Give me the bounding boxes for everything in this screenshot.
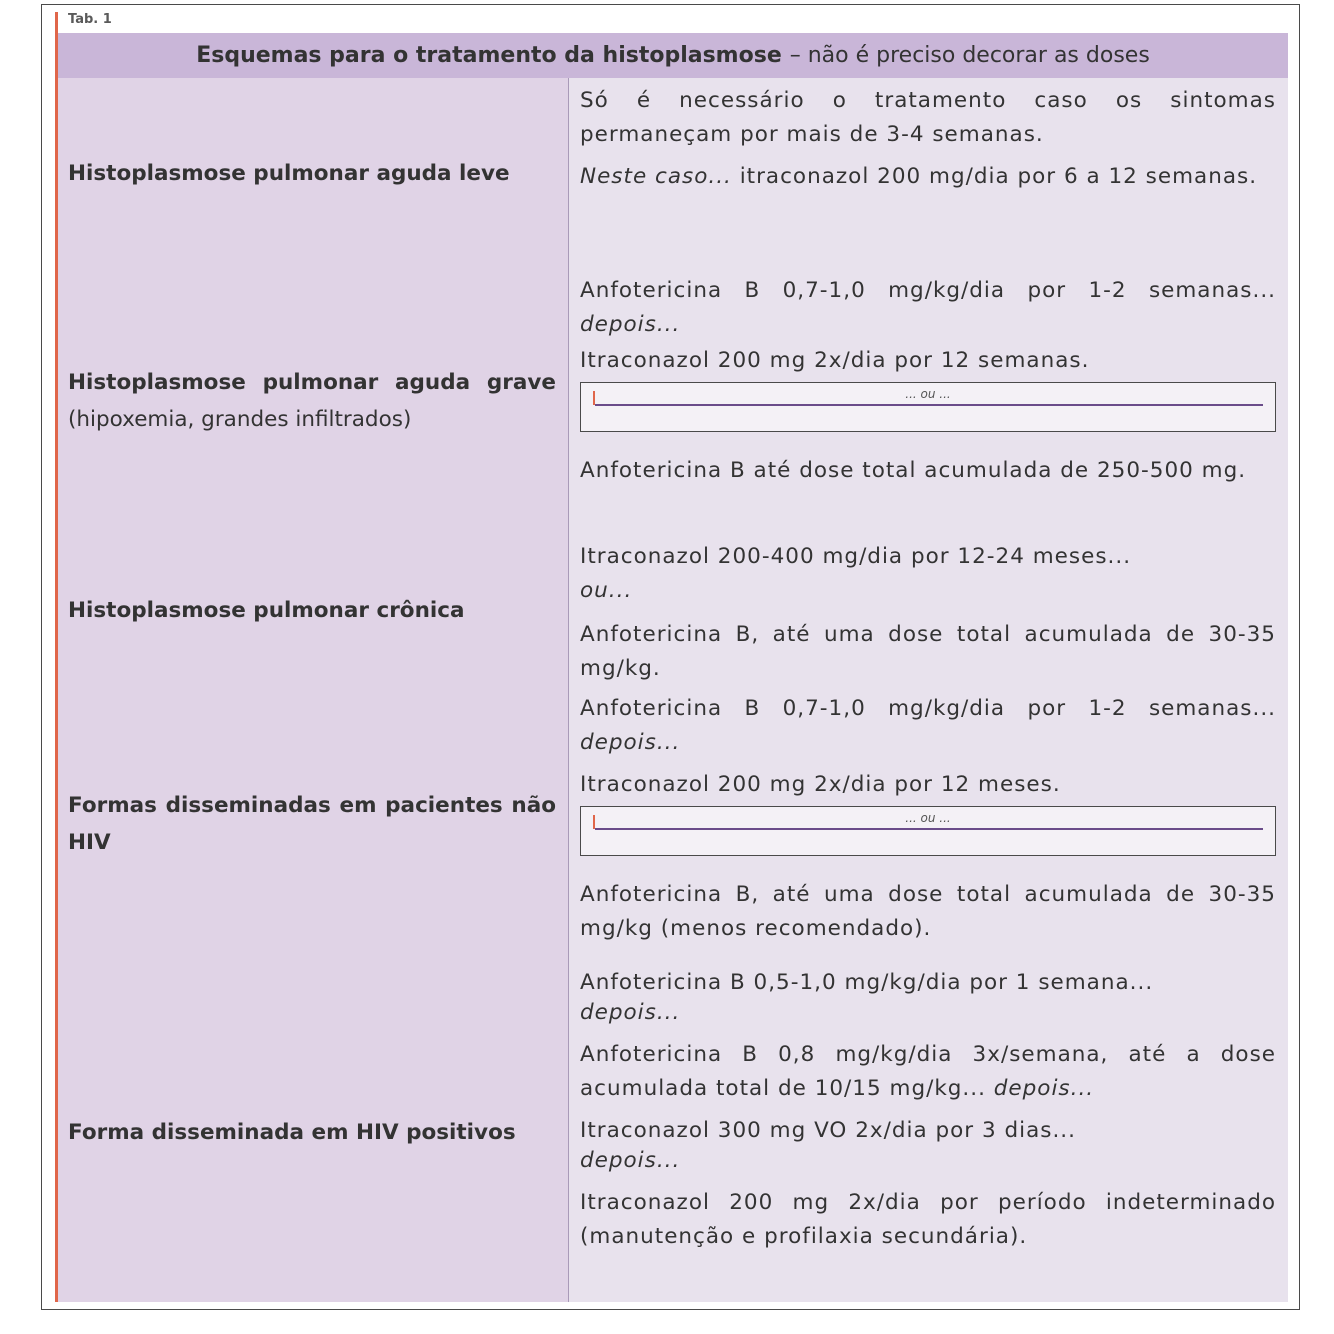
treatment-text: Anfotericina B 0,5-1,0 mg/kg/dia por 1 semana... depois... — [580, 970, 1154, 1025]
table-row — [58, 686, 1288, 963]
treatment-text: Neste caso... itraconazol 200 mg/dia por 6 a 12 semanas. — [580, 164, 1258, 189]
condition-label: Forma disseminada em HIV positivos — [68, 1119, 516, 1145]
treatment-cell — [569, 268, 1288, 534]
treatment-text: Itraconazol 200 mg 2x/dia por 12 meses. — [580, 772, 1061, 797]
treatment-text: Só é necessário o tratamento caso os sintomas permaneçam por mais de 3-4 semanas. — [580, 88, 1276, 147]
condition-label: Histoplasmose pulmonar crônica — [68, 597, 465, 623]
table-number: Tab. 1 — [68, 12, 112, 27]
condition-cell — [58, 686, 569, 962]
treatment-text: Itraconazol 200 mg 2x/dia por período indeterminado (manutenção e profilaxia secundária). — [580, 1190, 1276, 1249]
condition-cell — [58, 268, 569, 534]
treatment-text: Itraconazol 200 mg 2x/dia por 12 semanas. — [580, 348, 1090, 373]
treatment-cell — [569, 534, 1288, 686]
condition-label: Formas disseminadas em pacientes não HIV — [68, 793, 556, 855]
or-separator — [580, 382, 1276, 432]
or-separator — [580, 806, 1276, 856]
treatment-text: Itraconazol 300 mg VO 2x/dia por 3 dias... depois... — [580, 1118, 1076, 1173]
treatment-text: Anfotericina B até dose total acumulada de 250-500 mg. — [580, 458, 1247, 483]
table-row — [58, 268, 1288, 535]
condition-cell — [58, 962, 569, 1302]
table-row — [58, 962, 1288, 1302]
treatment-text: Itraconazol 200-400 mg/dia por 12-24 meses... ou... — [580, 544, 1132, 603]
treatment-text: Anfotericina B 0,7-1,0 mg/kg/dia por 1-2 semanas... depois... — [580, 696, 1276, 755]
table-title-note: – não é preciso decorar as doses — [789, 43, 1150, 68]
table-row — [58, 78, 1288, 269]
or-separator-label: ... ou ... — [905, 387, 951, 401]
table-title — [58, 33, 1288, 78]
condition-cell — [58, 78, 569, 268]
treatment-text: Anfotericina B 0,8 mg/kg/dia 3x/semana, até a dose acumulada total de 10/15 mg/kg... depois... — [580, 1042, 1276, 1101]
treatment-text: Anfotericina B, até uma dose total acumulada de 30-35 mg/kg (menos recomendado). — [580, 882, 1276, 941]
treatment-text: Anfotericina B 0,7-1,0 mg/kg/dia por 1-2 semanas... depois... — [580, 278, 1276, 337]
treatment-cell — [569, 962, 1288, 1302]
condition-label: Histoplasmose pulmonar aguda grave (hipoxemia, grandes infiltrados) — [68, 370, 556, 432]
or-separator-label: ... ou ... — [905, 811, 951, 825]
table-title-bold: Esquemas para o tratamento da histoplasmose — [196, 43, 782, 68]
table-row — [58, 534, 1288, 687]
treatment-cell — [569, 686, 1288, 962]
condition-label: Histoplasmose pulmonar aguda leve — [68, 160, 510, 186]
condition-cell — [58, 534, 569, 686]
treatment-cell — [569, 78, 1288, 268]
treatment-text: Anfotericina B, até uma dose total acumulada de 30-35 mg/kg. — [580, 622, 1276, 681]
